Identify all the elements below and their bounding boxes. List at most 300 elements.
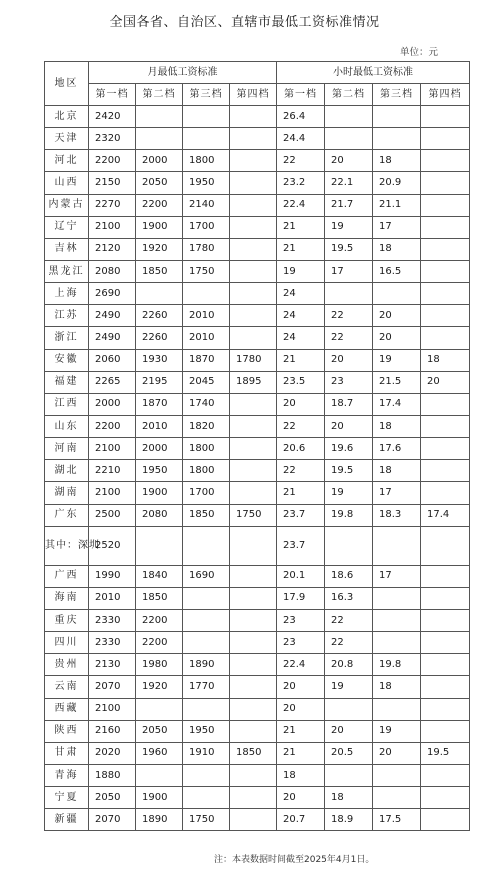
hourly-tier-2-cell: 18 bbox=[325, 787, 373, 809]
hourly-tier-4-cell: 19.5 bbox=[421, 742, 470, 764]
hourly-tier-1-cell: 23.2 bbox=[277, 172, 325, 194]
hourly-header: 小时最低工资标准 bbox=[277, 62, 470, 84]
hourly-tier-2-cell: 21.7 bbox=[325, 194, 373, 216]
monthly-tier-4-cell bbox=[230, 283, 277, 305]
monthly-tier-1-cell: 2490 bbox=[89, 327, 136, 349]
table-row bbox=[45, 632, 470, 654]
table-row bbox=[45, 809, 470, 831]
hourly-tier-4-cell bbox=[421, 698, 470, 720]
table-row bbox=[45, 654, 470, 676]
hourly-tier-1-cell: 21 bbox=[277, 238, 325, 260]
hourly-tier-2-cell bbox=[325, 128, 373, 150]
hourly-tier-2-cell: 16.3 bbox=[325, 587, 373, 609]
region-cell: 陕西 bbox=[45, 720, 89, 742]
hourly-tier-2-cell: 22 bbox=[325, 609, 373, 631]
hourly-tier-4-cell bbox=[421, 216, 470, 238]
unit-label: 单位：元 bbox=[400, 47, 439, 58]
monthly-tier-2-cell bbox=[136, 128, 183, 150]
region-cell: 青海 bbox=[45, 764, 89, 786]
hourly-tier-4-cell bbox=[421, 106, 470, 128]
table-row bbox=[45, 482, 470, 504]
monthly-tier-1-cell: 2320 bbox=[89, 128, 136, 150]
region-cell: 北京 bbox=[45, 106, 89, 128]
hourly-tier-1-cell: 21 bbox=[277, 216, 325, 238]
hourly-tier-4-cell bbox=[421, 150, 470, 172]
monthly-tier-3-cell: 1800 bbox=[183, 460, 230, 482]
hourly-tier-1-cell: 20 bbox=[277, 787, 325, 809]
monthly-tier-1-cell: 2270 bbox=[89, 194, 136, 216]
monthly-tier-3-cell bbox=[183, 632, 230, 654]
monthly-tier-2-cell: 1950 bbox=[136, 460, 183, 482]
monthly-tier-1-cell: 2100 bbox=[89, 482, 136, 504]
monthly-tier-3-cell: 1740 bbox=[183, 393, 230, 415]
region-cell: 内蒙古 bbox=[45, 194, 89, 216]
monthly-tier-4-cell bbox=[230, 415, 277, 437]
table-body bbox=[45, 106, 470, 831]
monthly-tier-1-cell: 2070 bbox=[89, 809, 136, 831]
table-row bbox=[45, 565, 470, 587]
hourly-tier-3-cell: 17.4 bbox=[373, 393, 421, 415]
monthly-tier-2-cell: 2000 bbox=[136, 150, 183, 172]
monthly-tier-3-header: 第三档 bbox=[183, 84, 230, 106]
hourly-tier-1-cell: 24 bbox=[277, 283, 325, 305]
hourly-tier-4-cell bbox=[421, 587, 470, 609]
monthly-tier-3-cell: 1800 bbox=[183, 438, 230, 460]
region-cell: 吉林 bbox=[45, 238, 89, 260]
region-cell: 四川 bbox=[45, 632, 89, 654]
monthly-tier-2-cell: 1900 bbox=[136, 216, 183, 238]
table-row bbox=[45, 194, 470, 216]
monthly-tier-1-cell: 2520 bbox=[89, 526, 136, 565]
monthly-tier-2-cell: 1980 bbox=[136, 654, 183, 676]
footnote: 注：本表数据时间截至2025年4月1日。 bbox=[214, 855, 375, 865]
monthly-tier-2-cell: 2200 bbox=[136, 194, 183, 216]
monthly-tier-1-cell: 2200 bbox=[89, 415, 136, 437]
hourly-tier-1-cell: 24 bbox=[277, 305, 325, 327]
hourly-tier-3-cell: 20 bbox=[373, 305, 421, 327]
table-row bbox=[45, 238, 470, 260]
hourly-tier-4-cell bbox=[421, 283, 470, 305]
region-cell: 江西 bbox=[45, 393, 89, 415]
table-row bbox=[45, 106, 470, 128]
monthly-tier-2-cell bbox=[136, 526, 183, 565]
hourly-tier-3-cell bbox=[373, 587, 421, 609]
hourly-tier-1-cell: 23.5 bbox=[277, 371, 325, 393]
hourly-tier-2-cell: 19 bbox=[325, 482, 373, 504]
region-cell: 浙江 bbox=[45, 327, 89, 349]
hourly-tier-3-cell: 16.5 bbox=[373, 260, 421, 282]
hourly-tier-4-cell bbox=[421, 393, 470, 415]
monthly-tier-4-cell bbox=[230, 438, 277, 460]
table-row bbox=[45, 349, 470, 371]
monthly-tier-2-cell: 1850 bbox=[136, 260, 183, 282]
monthly-tier-2-cell: 2260 bbox=[136, 327, 183, 349]
hourly-tier-1-cell: 23 bbox=[277, 609, 325, 631]
region-cell: 江苏 bbox=[45, 305, 89, 327]
hourly-tier-2-cell: 22 bbox=[325, 327, 373, 349]
hourly-tier-1-cell: 23.7 bbox=[277, 504, 325, 526]
hourly-tier-4-cell bbox=[421, 764, 470, 786]
table-row bbox=[45, 764, 470, 786]
hourly-tier-4-cell bbox=[421, 676, 470, 698]
hourly-tier-3-cell: 17 bbox=[373, 482, 421, 504]
hourly-tier-4-cell bbox=[421, 460, 470, 482]
hourly-tier-2-cell: 20 bbox=[325, 349, 373, 371]
hourly-tier-2-cell: 18.9 bbox=[325, 809, 373, 831]
monthly-tier-3-cell: 1690 bbox=[183, 565, 230, 587]
region-cell: 天津 bbox=[45, 128, 89, 150]
hourly-tier-2-cell: 17 bbox=[325, 260, 373, 282]
monthly-tier-1-cell: 2330 bbox=[89, 632, 136, 654]
monthly-tier-3-cell: 2140 bbox=[183, 194, 230, 216]
monthly-tier-1-cell: 2330 bbox=[89, 609, 136, 631]
table-row bbox=[45, 216, 470, 238]
monthly-tier-4-cell bbox=[230, 609, 277, 631]
monthly-tier-3-cell: 1850 bbox=[183, 504, 230, 526]
hourly-tier-2-header: 第二档 bbox=[325, 84, 373, 106]
monthly-tier-3-cell: 2045 bbox=[183, 371, 230, 393]
monthly-tier-1-cell: 2080 bbox=[89, 260, 136, 282]
monthly-tier-2-cell: 2195 bbox=[136, 371, 183, 393]
hourly-tier-2-cell: 19.5 bbox=[325, 238, 373, 260]
table-row bbox=[45, 393, 470, 415]
hourly-tier-4-cell bbox=[421, 438, 470, 460]
monthly-tier-4-cell bbox=[230, 460, 277, 482]
region-cell: 广西 bbox=[45, 565, 89, 587]
hourly-tier-4-cell: 20 bbox=[421, 371, 470, 393]
hourly-tier-4-cell bbox=[421, 565, 470, 587]
hourly-tier-3-cell: 20.9 bbox=[373, 172, 421, 194]
monthly-tier-2-cell: 1920 bbox=[136, 238, 183, 260]
monthly-tier-4-cell bbox=[230, 327, 277, 349]
table-row bbox=[45, 587, 470, 609]
hourly-tier-4-cell bbox=[421, 632, 470, 654]
hourly-tier-4-cell: 17.4 bbox=[421, 504, 470, 526]
monthly-tier-1-cell: 1990 bbox=[89, 565, 136, 587]
hourly-tier-3-cell: 20 bbox=[373, 742, 421, 764]
hourly-tier-1-header: 第一档 bbox=[277, 84, 325, 106]
hourly-tier-2-cell: 22 bbox=[325, 305, 373, 327]
monthly-tier-3-cell: 1750 bbox=[183, 260, 230, 282]
hourly-tier-1-cell: 19 bbox=[277, 260, 325, 282]
region-cell: 上海 bbox=[45, 283, 89, 305]
hourly-tier-4-cell bbox=[421, 609, 470, 631]
hourly-tier-4-cell bbox=[421, 260, 470, 282]
monthly-tier-4-cell bbox=[230, 172, 277, 194]
hourly-tier-2-cell: 18.6 bbox=[325, 565, 373, 587]
hourly-tier-2-cell: 20 bbox=[325, 150, 373, 172]
monthly-tier-1-cell: 2100 bbox=[89, 698, 136, 720]
hourly-tier-3-cell: 17.5 bbox=[373, 809, 421, 831]
monthly-tier-2-cell: 1920 bbox=[136, 676, 183, 698]
hourly-tier-3-cell: 19 bbox=[373, 720, 421, 742]
hourly-tier-2-cell bbox=[325, 283, 373, 305]
monthly-tier-1-cell: 2060 bbox=[89, 349, 136, 371]
region-cell: 黑龙江 bbox=[45, 260, 89, 282]
hourly-tier-3-cell: 18 bbox=[373, 676, 421, 698]
hourly-tier-3-cell: 18 bbox=[373, 150, 421, 172]
hourly-tier-4-cell bbox=[421, 526, 470, 565]
monthly-tier-3-cell: 1800 bbox=[183, 150, 230, 172]
hourly-tier-4-cell bbox=[421, 415, 470, 437]
hourly-tier-2-cell bbox=[325, 698, 373, 720]
monthly-tier-3-cell: 1950 bbox=[183, 172, 230, 194]
hourly-tier-1-cell: 23 bbox=[277, 632, 325, 654]
hourly-tier-1-cell: 18 bbox=[277, 764, 325, 786]
monthly-tier-2-cell: 2260 bbox=[136, 305, 183, 327]
monthly-tier-2-cell: 2050 bbox=[136, 720, 183, 742]
hourly-tier-1-cell: 21 bbox=[277, 742, 325, 764]
monthly-tier-4-cell bbox=[230, 106, 277, 128]
monthly-tier-1-header: 第一档 bbox=[89, 84, 136, 106]
monthly-tier-4-cell bbox=[230, 787, 277, 809]
hourly-tier-3-cell bbox=[373, 609, 421, 631]
table-row bbox=[45, 415, 470, 437]
hourly-tier-2-cell: 19.6 bbox=[325, 438, 373, 460]
monthly-tier-2-cell: 1930 bbox=[136, 349, 183, 371]
table-row bbox=[45, 698, 470, 720]
hourly-tier-4-cell: 18 bbox=[421, 349, 470, 371]
region-cell: 辽宁 bbox=[45, 216, 89, 238]
hourly-tier-1-cell: 24.4 bbox=[277, 128, 325, 150]
hourly-tier-2-cell: 23 bbox=[325, 371, 373, 393]
region-cell: 广东 bbox=[45, 504, 89, 526]
table-row bbox=[45, 283, 470, 305]
monthly-tier-2-cell: 1900 bbox=[136, 787, 183, 809]
region-cell: 甘肃 bbox=[45, 742, 89, 764]
hourly-tier-2-cell: 22 bbox=[325, 632, 373, 654]
hourly-tier-3-cell bbox=[373, 632, 421, 654]
monthly-tier-1-cell: 2690 bbox=[89, 283, 136, 305]
monthly-tier-1-cell: 2420 bbox=[89, 106, 136, 128]
table-row bbox=[45, 504, 470, 526]
monthly-tier-3-cell: 1870 bbox=[183, 349, 230, 371]
table-row bbox=[45, 676, 470, 698]
region-cell: 贵州 bbox=[45, 654, 89, 676]
monthly-tier-4-cell bbox=[230, 194, 277, 216]
monthly-tier-4-cell bbox=[230, 632, 277, 654]
table-row bbox=[45, 260, 470, 282]
hourly-tier-4-cell bbox=[421, 720, 470, 742]
monthly-tier-3-cell: 1890 bbox=[183, 654, 230, 676]
table-row bbox=[45, 438, 470, 460]
monthly-tier-2-cell: 2010 bbox=[136, 415, 183, 437]
monthly-tier-1-cell: 2100 bbox=[89, 216, 136, 238]
region-cell: 重庆 bbox=[45, 609, 89, 631]
monthly-tier-4-cell: 1780 bbox=[230, 349, 277, 371]
table-row bbox=[45, 720, 470, 742]
hourly-tier-3-cell: 18 bbox=[373, 238, 421, 260]
table-row bbox=[45, 526, 470, 565]
hourly-tier-4-cell bbox=[421, 128, 470, 150]
table-row bbox=[45, 371, 470, 393]
hourly-tier-3-cell bbox=[373, 787, 421, 809]
hourly-tier-3-header: 第三档 bbox=[373, 84, 421, 106]
hourly-tier-4-cell bbox=[421, 787, 470, 809]
region-cell: 安徽 bbox=[45, 349, 89, 371]
region-cell: 山西 bbox=[45, 172, 89, 194]
monthly-tier-4-cell bbox=[230, 565, 277, 587]
hourly-tier-2-cell: 20.8 bbox=[325, 654, 373, 676]
hourly-tier-3-cell bbox=[373, 698, 421, 720]
hourly-tier-2-cell bbox=[325, 106, 373, 128]
monthly-tier-2-cell: 2200 bbox=[136, 632, 183, 654]
hourly-tier-1-cell: 23.7 bbox=[277, 526, 325, 565]
monthly-tier-2-cell: 1850 bbox=[136, 587, 183, 609]
monthly-tier-4-cell bbox=[230, 698, 277, 720]
table-row bbox=[45, 150, 470, 172]
monthly-tier-1-cell: 2010 bbox=[89, 587, 136, 609]
monthly-tier-3-cell bbox=[183, 764, 230, 786]
minimum-wage-table bbox=[44, 61, 470, 831]
hourly-tier-2-cell: 19 bbox=[325, 676, 373, 698]
hourly-tier-3-cell bbox=[373, 106, 421, 128]
hourly-tier-4-cell bbox=[421, 482, 470, 504]
hourly-tier-2-cell: 19 bbox=[325, 216, 373, 238]
monthly-tier-1-cell: 2000 bbox=[89, 393, 136, 415]
monthly-tier-2-cell bbox=[136, 764, 183, 786]
hourly-tier-2-cell bbox=[325, 764, 373, 786]
monthly-tier-3-cell: 1910 bbox=[183, 742, 230, 764]
table-row bbox=[45, 172, 470, 194]
monthly-tier-1-cell: 2210 bbox=[89, 460, 136, 482]
hourly-tier-2-cell: 18.7 bbox=[325, 393, 373, 415]
monthly-tier-2-cell bbox=[136, 698, 183, 720]
region-cell: 云南 bbox=[45, 676, 89, 698]
hourly-tier-3-cell: 21.5 bbox=[373, 371, 421, 393]
monthly-tier-4-cell bbox=[230, 720, 277, 742]
hourly-tier-2-cell: 20 bbox=[325, 720, 373, 742]
monthly-tier-1-cell: 2070 bbox=[89, 676, 136, 698]
monthly-tier-3-cell: 2010 bbox=[183, 327, 230, 349]
hourly-tier-2-cell: 19.8 bbox=[325, 504, 373, 526]
hourly-tier-4-cell bbox=[421, 194, 470, 216]
monthly-tier-1-cell: 2120 bbox=[89, 238, 136, 260]
hourly-tier-4-cell bbox=[421, 238, 470, 260]
monthly-tier-2-cell: 2050 bbox=[136, 172, 183, 194]
monthly-tier-4-cell bbox=[230, 393, 277, 415]
monthly-tier-2-cell: 1900 bbox=[136, 482, 183, 504]
monthly-tier-1-cell: 2200 bbox=[89, 150, 136, 172]
monthly-tier-3-cell: 1820 bbox=[183, 415, 230, 437]
monthly-tier-4-cell bbox=[230, 764, 277, 786]
hourly-tier-2-cell: 22.1 bbox=[325, 172, 373, 194]
region-cell: 福建 bbox=[45, 371, 89, 393]
monthly-tier-2-cell: 1870 bbox=[136, 393, 183, 415]
monthly-tier-1-cell: 2160 bbox=[89, 720, 136, 742]
monthly-tier-4-cell bbox=[230, 809, 277, 831]
monthly-tier-1-cell: 2050 bbox=[89, 787, 136, 809]
monthly-tier-2-cell: 1840 bbox=[136, 565, 183, 587]
monthly-tier-1-cell: 2130 bbox=[89, 654, 136, 676]
table-row bbox=[45, 305, 470, 327]
region-cell: 其中：深圳 bbox=[45, 526, 89, 565]
table-row bbox=[45, 460, 470, 482]
region-cell: 湖南 bbox=[45, 482, 89, 504]
monthly-tier-1-cell: 1880 bbox=[89, 764, 136, 786]
monthly-tier-2-cell: 1890 bbox=[136, 809, 183, 831]
monthly-tier-3-cell: 1950 bbox=[183, 720, 230, 742]
region-cell: 湖北 bbox=[45, 460, 89, 482]
hourly-tier-2-cell: 19.5 bbox=[325, 460, 373, 482]
monthly-tier-3-cell: 1780 bbox=[183, 238, 230, 260]
monthly-tier-1-cell: 2150 bbox=[89, 172, 136, 194]
hourly-tier-1-cell: 26.4 bbox=[277, 106, 325, 128]
hourly-tier-1-cell: 22.4 bbox=[277, 194, 325, 216]
monthly-header: 月最低工资标准 bbox=[89, 62, 277, 84]
region-cell: 海南 bbox=[45, 587, 89, 609]
monthly-tier-3-cell bbox=[183, 587, 230, 609]
monthly-tier-4-cell: 1750 bbox=[230, 504, 277, 526]
hourly-tier-4-cell bbox=[421, 809, 470, 831]
monthly-tier-1-cell: 2265 bbox=[89, 371, 136, 393]
hourly-tier-1-cell: 20 bbox=[277, 676, 325, 698]
hourly-tier-1-cell: 21 bbox=[277, 720, 325, 742]
hourly-tier-1-cell: 20 bbox=[277, 393, 325, 415]
table-row bbox=[45, 609, 470, 631]
hourly-tier-3-cell bbox=[373, 283, 421, 305]
hourly-tier-4-cell bbox=[421, 654, 470, 676]
hourly-tier-3-cell: 21.1 bbox=[373, 194, 421, 216]
hourly-tier-1-cell: 20.1 bbox=[277, 565, 325, 587]
monthly-tier-4-cell bbox=[230, 676, 277, 698]
hourly-tier-1-cell: 22 bbox=[277, 415, 325, 437]
monthly-tier-4-cell bbox=[230, 587, 277, 609]
monthly-tier-3-cell bbox=[183, 526, 230, 565]
monthly-tier-3-cell bbox=[183, 106, 230, 128]
table-row bbox=[45, 128, 470, 150]
hourly-tier-3-cell: 17 bbox=[373, 565, 421, 587]
monthly-tier-3-cell bbox=[183, 698, 230, 720]
region-cell: 山东 bbox=[45, 415, 89, 437]
monthly-tier-1-cell: 2100 bbox=[89, 438, 136, 460]
hourly-tier-3-cell: 17 bbox=[373, 216, 421, 238]
monthly-tier-4-cell bbox=[230, 526, 277, 565]
monthly-tier-3-cell bbox=[183, 787, 230, 809]
monthly-tier-4-cell bbox=[230, 305, 277, 327]
monthly-tier-3-cell bbox=[183, 128, 230, 150]
monthly-tier-4-cell bbox=[230, 654, 277, 676]
monthly-tier-1-cell: 2500 bbox=[89, 504, 136, 526]
monthly-tier-2-cell bbox=[136, 106, 183, 128]
monthly-tier-4-header: 第四档 bbox=[230, 84, 277, 106]
hourly-tier-3-cell bbox=[373, 526, 421, 565]
monthly-tier-2-header: 第二档 bbox=[136, 84, 183, 106]
hourly-tier-4-cell bbox=[421, 327, 470, 349]
hourly-tier-2-cell: 20 bbox=[325, 415, 373, 437]
monthly-tier-4-cell: 1895 bbox=[230, 371, 277, 393]
table-row bbox=[45, 787, 470, 809]
hourly-tier-3-cell: 20 bbox=[373, 327, 421, 349]
monthly-tier-1-cell: 2020 bbox=[89, 742, 136, 764]
hourly-tier-1-cell: 20.6 bbox=[277, 438, 325, 460]
monthly-tier-4-cell: 1850 bbox=[230, 742, 277, 764]
region-cell: 西藏 bbox=[45, 698, 89, 720]
monthly-tier-3-cell bbox=[183, 609, 230, 631]
hourly-tier-1-cell: 22.4 bbox=[277, 654, 325, 676]
monthly-tier-2-cell: 2080 bbox=[136, 504, 183, 526]
hourly-tier-1-cell: 20.7 bbox=[277, 809, 325, 831]
table-row bbox=[45, 742, 470, 764]
monthly-tier-4-cell bbox=[230, 150, 277, 172]
hourly-tier-1-cell: 21 bbox=[277, 349, 325, 371]
hourly-tier-3-cell: 19.8 bbox=[373, 654, 421, 676]
region-cell: 河南 bbox=[45, 438, 89, 460]
hourly-tier-4-header: 第四档 bbox=[421, 84, 470, 106]
page-title: 全国各省、自治区、直辖市最低工资标准情况 bbox=[109, 15, 380, 30]
hourly-tier-3-cell: 17.6 bbox=[373, 438, 421, 460]
hourly-tier-4-cell bbox=[421, 172, 470, 194]
